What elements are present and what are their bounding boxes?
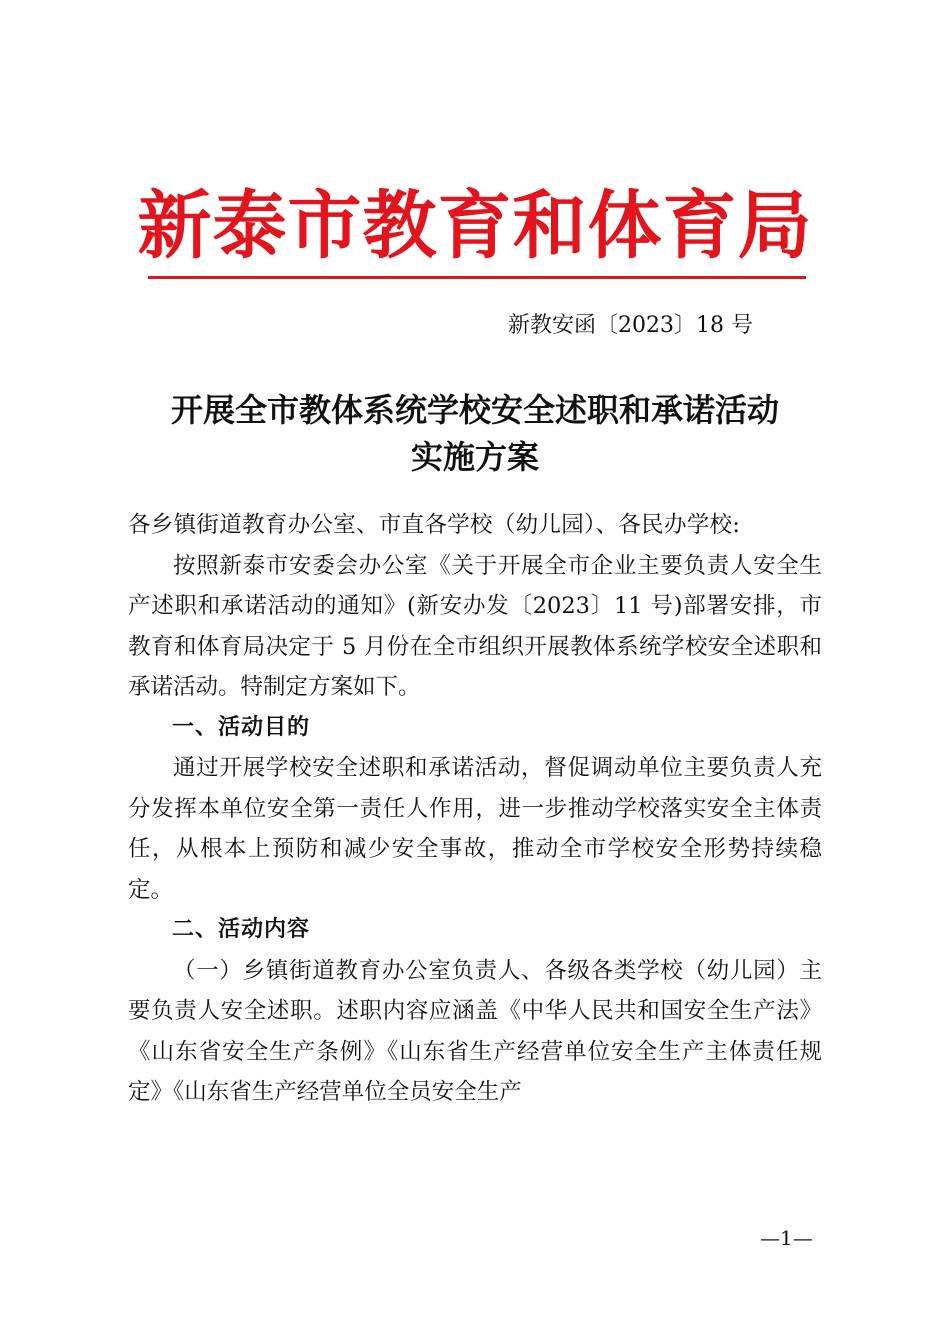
document-title-line1: 开展全市教体系统学校安全述职和承诺活动 — [170, 391, 779, 429]
purpose-paragraph: 通过开展学校安全述职和承诺活动，督促调动单位主要负责人充分发挥本单位安全第一责任人作用，进一步推动学校落实安全主体责任，从根本上预防和减少安全事故，推动全市学校安全形势持续稳定。 — [128, 755, 822, 903]
document-title-line2: 实施方案 — [410, 438, 539, 476]
document-body — [128, 505, 822, 1113]
salutation: 各乡镇街道教育办公室、市直各学校（幼儿园）、各民办学校: — [128, 512, 741, 538]
masthead-divider — [148, 276, 806, 279]
intro-paragraph: 按照新泰市安委会办公室《关于开展全市企业主要负责人安全生产述职和承诺活动的通知》(新安办发〔2023〕11 号)部署安排，市教育和体育局决定于 5 月份在全市组织开展教体系统学校安全述职和承诺活动。特制定方案如下。 — [128, 552, 822, 700]
masthead-title: 新泰市教育和体育局 — [137, 183, 813, 269]
section-heading-content: 二、活动内容 — [172, 917, 311, 942]
section-heading-purpose: 一、活动目的 — [172, 714, 311, 740]
content-paragraph: （一）乡镇街道教育办公室负责人、各级各类学校（幼儿园）主要负责人安全述职。述职内容应涵盖《中华人民共和国安全生产法》《山东省安全生产条例》《山东省生产经营单位安全生产主体责任规定》《山东省生产经营单位全员安全生产 — [128, 957, 822, 1105]
page-number: —1— — [760, 1226, 813, 1250]
document-number: 新教安函〔2023〕18 号 — [508, 313, 753, 338]
